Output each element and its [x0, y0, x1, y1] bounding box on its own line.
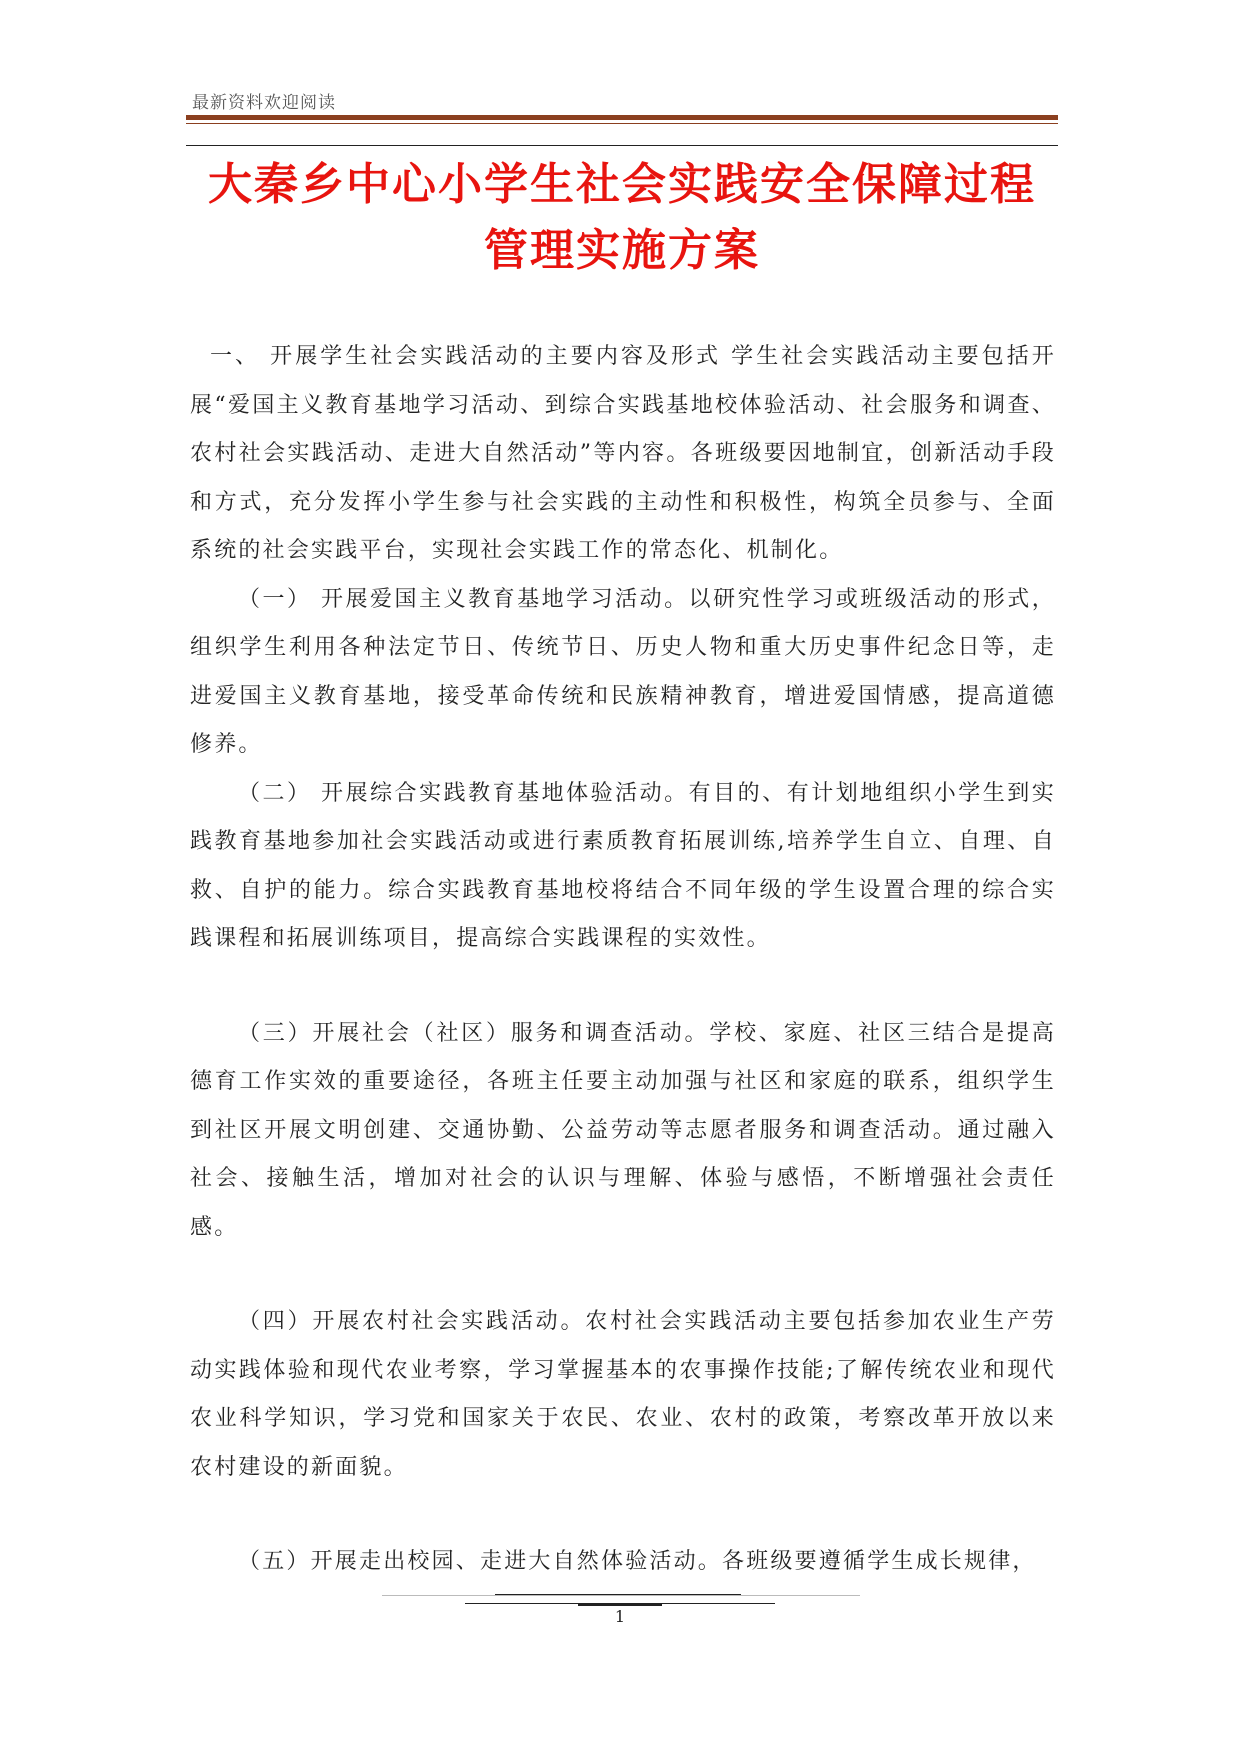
paragraph-item-2: （二） 开展综合实践教育基地体验活动。有目的、有计划地组织小学生到实践教育基地参加社会实践活动或进行素质教育拓展训练,培养学生自立、自理、自救、自护的能力。综合实践教育基地校将结合不同年级的学生设置合理的综合实践课程和拓展训练项目，提高综合实践课程的实效性。	[190, 780, 1056, 951]
paragraph-gap	[190, 1492, 1056, 1538]
page-number: 1	[614, 1607, 626, 1626]
title-line-2: 管理实施方案	[484, 225, 760, 276]
document-body	[190, 333, 1056, 1587]
paragraph-item-3: （三）开展社会（社区）服务和调查活动。学校、家庭、社区三结合是提高德育工作实效的重要途径，各班主任要主动加强与社区和家庭的联系，组织学生到社区开展文明创建、交通协勤、公益劳动等志愿者服务和调查活动。通过融入社会、接触生活，增加对社会的认识与理解、体验与感悟，不断增强社会责任感。	[190, 1020, 1056, 1240]
footer-rule	[382, 1595, 860, 1596]
footer-rule	[578, 1604, 662, 1606]
paragraph-gap	[190, 964, 1056, 1010]
title-top-rule	[186, 145, 1058, 146]
header-rule-thick	[186, 115, 1058, 120]
footer-rule	[495, 1594, 741, 1595]
header-rule-thin	[186, 123, 1058, 124]
paragraph-item-5: （五）开展走出校园、走进大自然体验活动。各班级要遵循学生成长规律，	[238, 1549, 1037, 1574]
title-line-1: 大秦乡中心小学生社会实践安全保障过程	[208, 159, 1036, 210]
header-text: 最新资料欢迎阅读	[192, 93, 336, 113]
paragraph-item-1: （一） 开展爱国主义教育基地学习活动。以研究性学习或班级活动的形式，组织学生利用各种法定节日、传统节日、历史人物和重大历史事件纪念日等，走进爱国主义教育基地，接受革命传统和民族精神教育，增进爱国情感，提高道德修养。	[190, 586, 1056, 757]
paragraph-gap	[190, 1252, 1056, 1298]
document-title	[186, 152, 1058, 284]
paragraph-item-4: （四）开展农村社会实践活动。农村社会实践活动主要包括参加农业生产劳动实践体验和现代农业考察，学习掌握基本的农事操作技能;了解传统农业和现代农业科学知识，学习党和国家关于农民、农业、农村的政策，考察改革开放以来农村建设的新面貌。	[190, 1309, 1056, 1480]
paragraph-section-1: 一、 开展学生社会实践活动的主要内容及形式 学生社会实践活动主要包括开展“爱国主义教育基地学习活动、到综合实践基地校体验活动、社会服务和调查、农村社会实践活动、走进大自然活动”等内容。各班级要因地制宜，创新活动手段和方式，充分发挥小学生参与社会实践的主动性和积极性，构筑全员参与、全面系统的社会实践平台，实现社会实践工作的常态化、机制化。	[190, 344, 1056, 563]
